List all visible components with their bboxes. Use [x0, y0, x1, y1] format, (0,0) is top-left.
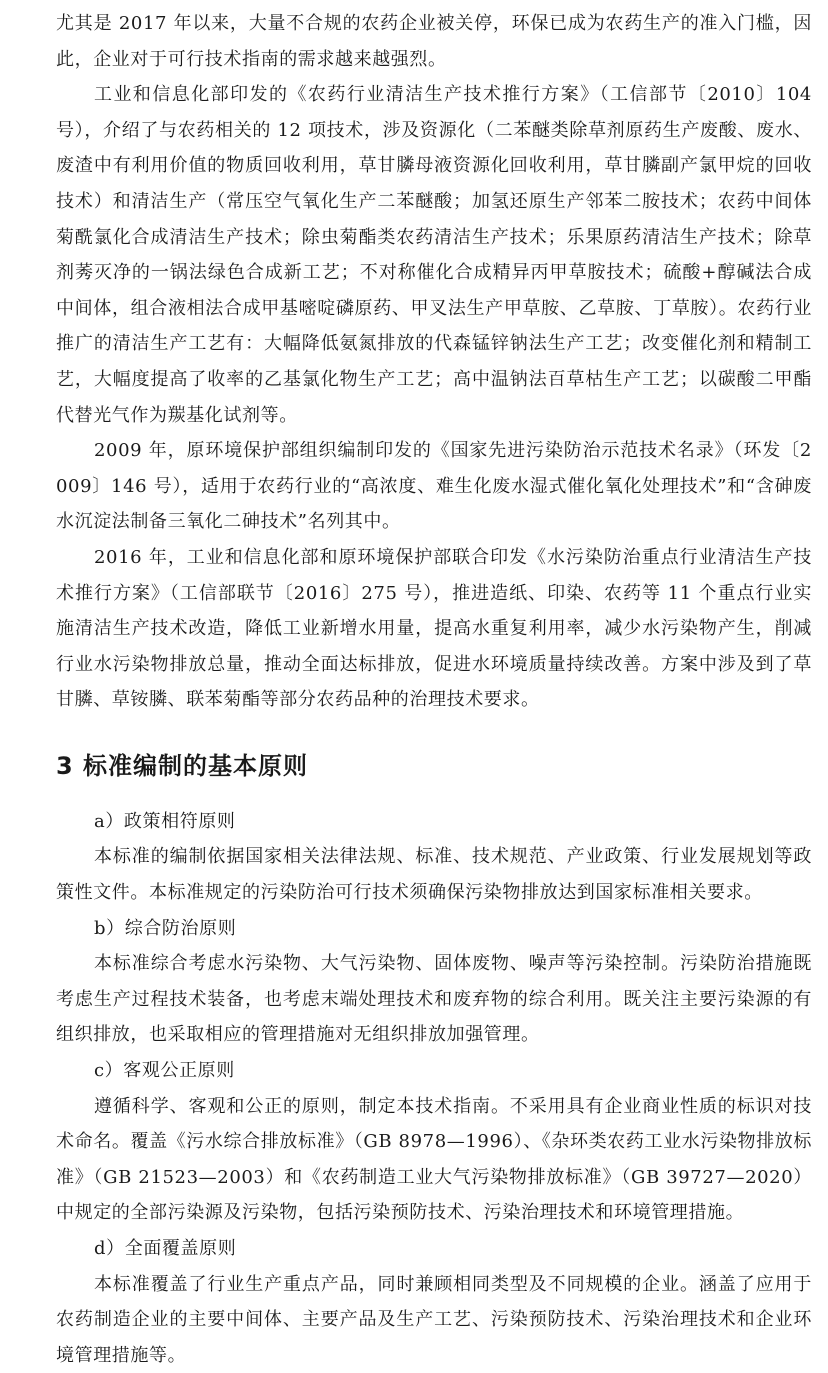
- principle-text: 本标准覆盖了行业生产重点产品，同时兼顾相同类型及不同规模的企业。涵盖了应用于农药制造企业的主要中间体、主要产品及生产工艺、污染预防技术、污染治理技术和企业环境管理措施等。: [56, 1273, 812, 1366]
- principle-label: b）综合防治原则: [94, 917, 237, 939]
- principle-text: 本标准的编制依据国家相关法律法规、标准、技术规范、产业政策、行业发展规划等政策性文件。本标准规定的污染防治可行技术须确保污染物排放达到国家标准相关要求。: [56, 846, 812, 904]
- paragraph-miit-cleaner-production: 工业和信息化部印发的《农药行业清洁生产技术推行方案》（工信部节〔2010〕104 号），介绍了与农药相关的 12 项技术，涉及资源化（二苯醚类除草剂原药生产废酸、废水、废渣中有利用价值的物质回收利用，草甘膦母液资源化回收利用，草甘膦副产氯甲烷的回收技术）和清洁生产（常压空气氧化生产二苯醚酸；加氢还原生产邻苯二胺技术；农药中间体菊酰氯化合成清洁生产技术；除虫菊酯类农药清洁生产技术；乐果原药清洁生产技术；除草剂莠灭净的一锅法绿色合成新工艺；不对称催化合成精异丙甲草胺技术；硫酸+醇碱法合成中间体，组合液相法合成甲基嘧啶磷原药、甲叉法生产甲草胺、乙草胺、丁草胺）。农药行业推广的清洁生产工艺有：大幅降低氨氮排放的代森锰锌钠法生产工艺；改变催化剂和精制工艺，大幅度提高了收率的乙基氯化物生产工艺；高中温钠法百草枯生产工艺；以碳酸二甲酯代替光气作为羰基化试剂等。: [56, 84, 812, 426]
- principle-text: 本标准综合考虑水污染物、大气污染物、固体废物、噪声等污染控制。污染防治措施既考虑生产过程技术装备，也考虑末端处理技术和废弃物的综合利用。既关注主要污染源的有组织排放，也采取相应的管理措施对无组织排放加强管理。: [56, 953, 812, 1046]
- principle-label: d）全面覆盖原则: [94, 1238, 237, 1259]
- paragraph-continuation: 尤其是 2017 年以来，大量不合规的农药企业被关停，环保已成为农药生产的准入门槛，因此，企业对于可行技术指南的需求越来越强烈。: [56, 13, 812, 70]
- section-heading: 3 标准编制的基本原则: [56, 751, 309, 780]
- principle-label: a）政策相符原则: [94, 810, 236, 832]
- principle-a: [56, 804, 812, 911]
- principle-d: [56, 1231, 812, 1373]
- principle-label: c）客观公正原则: [94, 1060, 235, 1082]
- principle-text: 遵循科学、客观和公正的原则，制定本技术指南。不采用具有企业商业性质的标识对技术命名。覆盖《污水综合排放标准》（GB 8978—1996）、《杂环类农药工业水污染物排放标准》（GB 21523—2003）和《农药制造工业大气污染物排放标准》（GB 39727—2020）中规定的全部污染源及污染物，包括污染预防技术、污染治理技术和环境管理措施。: [56, 1095, 812, 1224]
- principle-b: [56, 911, 812, 1053]
- principle-c: [56, 1053, 812, 1231]
- paragraph-2016-water-plan: 2016 年，工业和信息化部和原环境保护部联合印发《水污染防治重点行业清洁生产技术推行方案》（工信部联节〔2016〕275 号），推进造纸、印染、农药等 11 个重点行业实施清洁生产技术改造，降低工业新增水用量，提高水重复利用率，减少水污染物产生，削减行业水污染物排放总量，推动全面达标排放，促进水环境质量持续改善。方案中涉及到了草甘膦、草铵膦、联苯菊酯等部分农药品种的治理技术要求。: [56, 546, 812, 711]
- document-page: [56, 6, 812, 1373]
- paragraph-2009-directory: 2009 年，原环境保护部组织编制印发的《国家先进污染防治示范技术名录》（环发〔2009〕146 号），适用于农药行业的“高浓度、难生化废水湿式催化氧化处理技术”和“含砷废水沉淀法制备三氧化二砷技术”名列其中。: [56, 440, 812, 533]
